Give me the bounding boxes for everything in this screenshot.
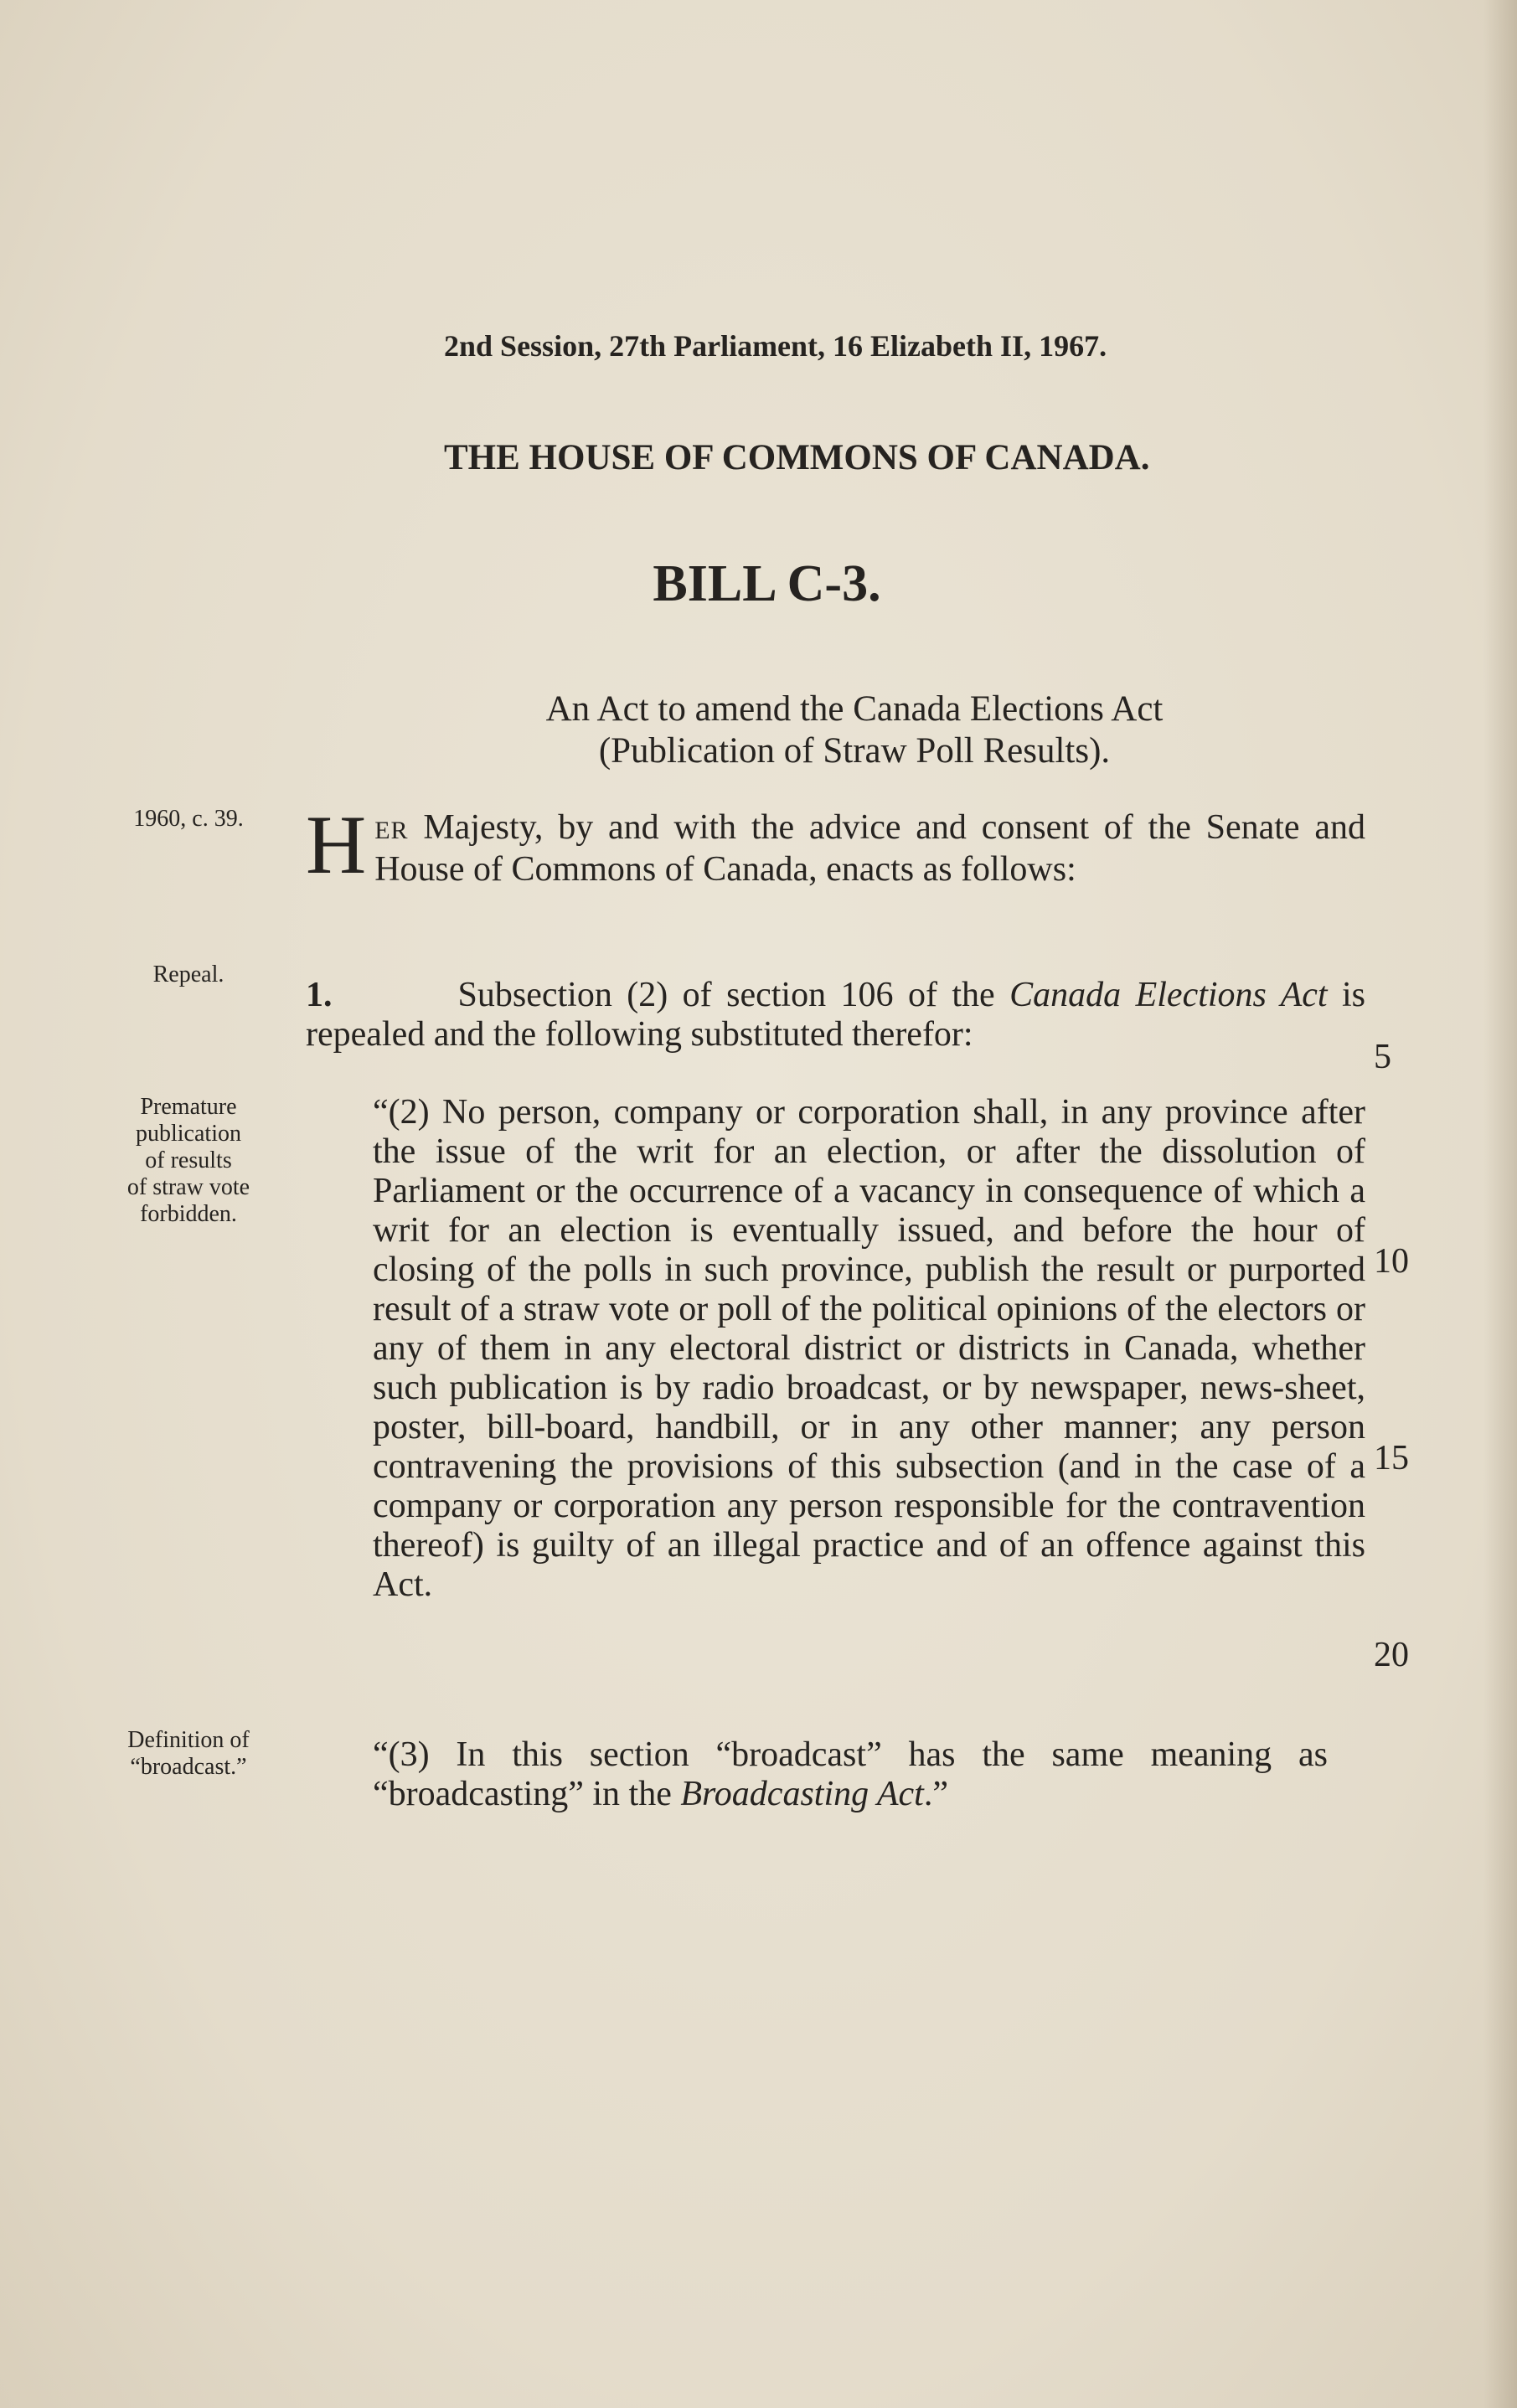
enacting-text: Majesty, by and with the advice and consent of the Senate and House of Commons of Canada, enacts as follows: [374, 808, 1365, 889]
act-title-line-2: (Publication of Straw Poll Results). [598, 731, 1111, 771]
premature-line-2: publication [136, 1121, 241, 1147]
subsection-3-text-before: “(3) In this section “broadcast” has the same meaning as “broadcasting” in the [373, 1735, 1328, 1813]
line-number-5: 5 [1374, 1038, 1391, 1076]
bill-title: BILL C-3. [653, 555, 881, 612]
section-number: 1. [306, 976, 333, 1014]
premature-line-5: forbidden. [140, 1201, 237, 1227]
subsection-2: “(2) No person, company or corporation shall, in any province after the issue of the writ for an election, or after the dissolution of Parliament or the occurrence of a vacancy in consequence of which a writ for an election is eventually issued, and before the hour of closing of the polls in such province, publish the result or purported result of a straw vote or poll of the political opinions of the electors or any of them in any electoral district or districts in Canada, whether such publication is by radio broadcast, or by newspaper, news-sheet, poster, bill-board, handbill, or in any other manner; any person contravening the provisions of this subsection (and in the case of a company or corporation any person responsible for the contravention thereof) is guilty of an illegal practice and of an offence against this Act. [373, 1093, 1365, 1604]
house-heading: THE HOUSE OF COMMONS OF CANADA. [444, 438, 1150, 477]
premature-line-1: Premature [140, 1094, 237, 1120]
page-edge-shadow [1483, 0, 1517, 2408]
enacting-clause [306, 798, 1365, 891]
act-title-line-1: An Act to amend the Canada Elections Act [545, 689, 1164, 729]
citation-text: 1960, c. 39. [133, 806, 244, 832]
subsection-3 [373, 1735, 1328, 1814]
subsection-3-act-name: Broadcasting Act [680, 1775, 924, 1813]
section-1-act-name: Canada Elections Act [1009, 976, 1328, 1014]
definition-line-2: “broadcast.” [130, 1754, 247, 1780]
repeal-text: Repeal. [152, 962, 224, 987]
section-1-text-before: Subsection (2) of section 106 of the [457, 976, 1010, 1014]
margin-note-definition [84, 1727, 293, 1781]
premature-line-4: of straw vote [126, 1174, 250, 1200]
margin-note-premature [84, 1094, 293, 1228]
margin-note-repeal [84, 962, 293, 988]
subsection-3-text-after: .” [923, 1775, 948, 1813]
line-number-10: 10 [1374, 1242, 1409, 1281]
premature-line-3: of results [145, 1147, 232, 1173]
enacting-smallcaps: ER [374, 817, 409, 844]
margin-note-citation [84, 806, 293, 833]
act-title [369, 688, 1340, 772]
definition-line-1: Definition of [127, 1727, 250, 1753]
line-number-20: 20 [1374, 1636, 1409, 1674]
session-heading: 2nd Session, 27th Parliament, 16 Elizabeth II, 1967. [444, 329, 1107, 363]
section-1 [306, 976, 1365, 1054]
section-1-text-after: is repealed and the following substituted therefor: [306, 976, 1366, 1054]
line-number-15: 15 [1374, 1439, 1409, 1477]
drop-cap: H [306, 798, 367, 891]
